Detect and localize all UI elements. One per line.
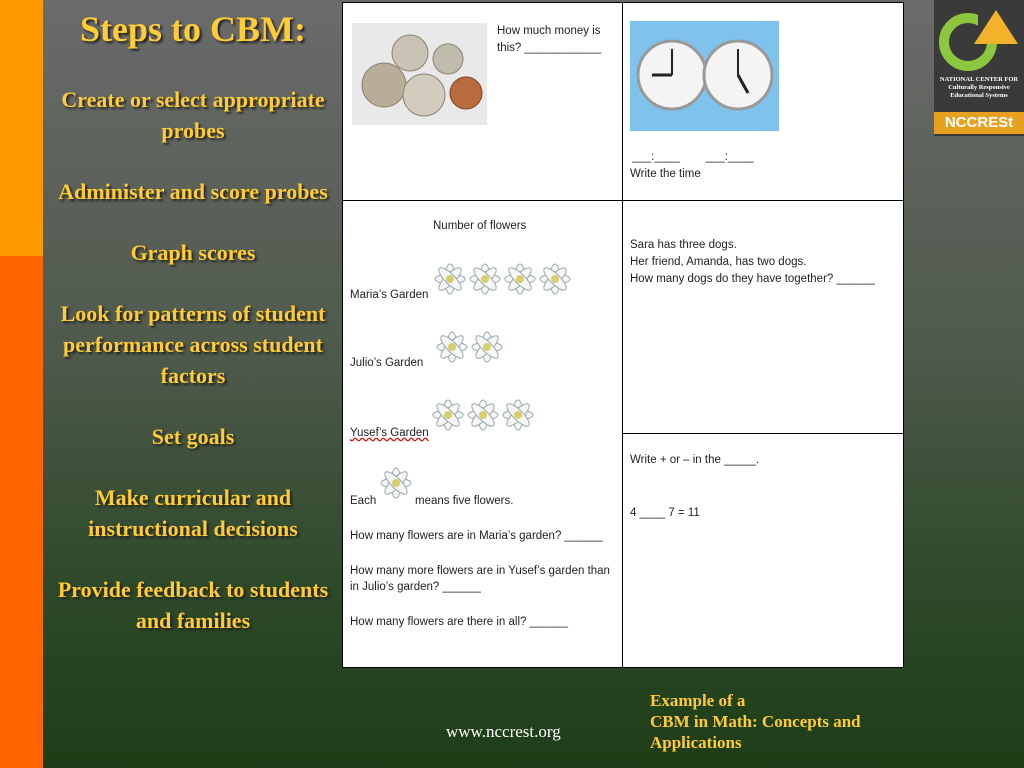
dogs-question: Sara has three dogs. Her friend, Amanda, has two dogs. How many dogs do they have together? ______ bbox=[630, 239, 875, 285]
flower-icon bbox=[435, 325, 469, 369]
step-item: Graph scores bbox=[130, 240, 256, 265]
question-total: How many flowers are there in all? ______ bbox=[350, 616, 568, 628]
step-item: Make curricular and instructional decisions bbox=[88, 485, 298, 541]
money-question: How much money is this? ____________ bbox=[497, 25, 602, 54]
divider-horizontal bbox=[343, 200, 903, 201]
step-item: Create or select appropriate probes bbox=[61, 87, 325, 143]
flower-icon bbox=[468, 257, 502, 301]
divider-vertical bbox=[622, 3, 623, 667]
slide-caption: Example of a CBM in Math: Concepts and Applications bbox=[650, 691, 861, 752]
flower-icon bbox=[433, 257, 467, 301]
flower-icon bbox=[501, 393, 535, 437]
flower-icon bbox=[431, 393, 465, 437]
step-item: Look for patterns of student performance across student factors bbox=[60, 301, 326, 388]
flowers-title: Number of flowers bbox=[433, 220, 527, 232]
slide-title: Steps to CBM: bbox=[80, 9, 306, 49]
logo-name: NCCRESt bbox=[934, 112, 1024, 134]
clocks-image bbox=[630, 21, 779, 131]
logo-caption: NATIONAL CENTER FOR Culturally Responsive Educational Systems bbox=[939, 76, 1019, 99]
garden-label: Julio’s Garden bbox=[350, 357, 424, 369]
flower-icon bbox=[538, 257, 572, 301]
cbm-probe-sheet bbox=[342, 2, 904, 668]
step-item: Set goals bbox=[151, 424, 235, 449]
key-means: means five flowers. bbox=[415, 495, 514, 507]
step-item: Provide feedback to students and families bbox=[57, 577, 329, 633]
divider-horizontal bbox=[622, 433, 903, 434]
coins-image bbox=[352, 23, 487, 125]
logo-mark-icon bbox=[934, 0, 1024, 76]
step-item: Administer and score probes bbox=[58, 179, 328, 204]
footer-url[interactable]: www.nccrest.org bbox=[446, 722, 561, 741]
question-maria: How many flowers are in Maria’s garden? ______ bbox=[350, 530, 603, 542]
nccrest-logo bbox=[934, 0, 1024, 136]
key-each: Each bbox=[350, 495, 377, 507]
sign-prompt: Write + or – in the _____. bbox=[630, 454, 760, 466]
time-prompt: Write the time bbox=[630, 168, 701, 180]
steps-list bbox=[48, 84, 338, 666]
flower-icon bbox=[466, 393, 500, 437]
accent-bar-bottom bbox=[0, 256, 43, 768]
time-blanks: ___:____ ___:____ bbox=[632, 151, 754, 163]
flower-icon bbox=[379, 461, 413, 505]
sign-equation: 4 ____ 7 = 11 bbox=[630, 507, 700, 519]
accent-bar-top bbox=[0, 0, 43, 256]
garden-label: Yusef’s Garden bbox=[350, 427, 429, 439]
flower-icon bbox=[470, 325, 504, 369]
garden-label: Maria’s Garden bbox=[350, 289, 429, 301]
flower-icon bbox=[503, 257, 537, 301]
question-yusef-julio: How many more flowers are in Yusef’s garden than in Julio’s garden? ______ bbox=[350, 565, 610, 593]
